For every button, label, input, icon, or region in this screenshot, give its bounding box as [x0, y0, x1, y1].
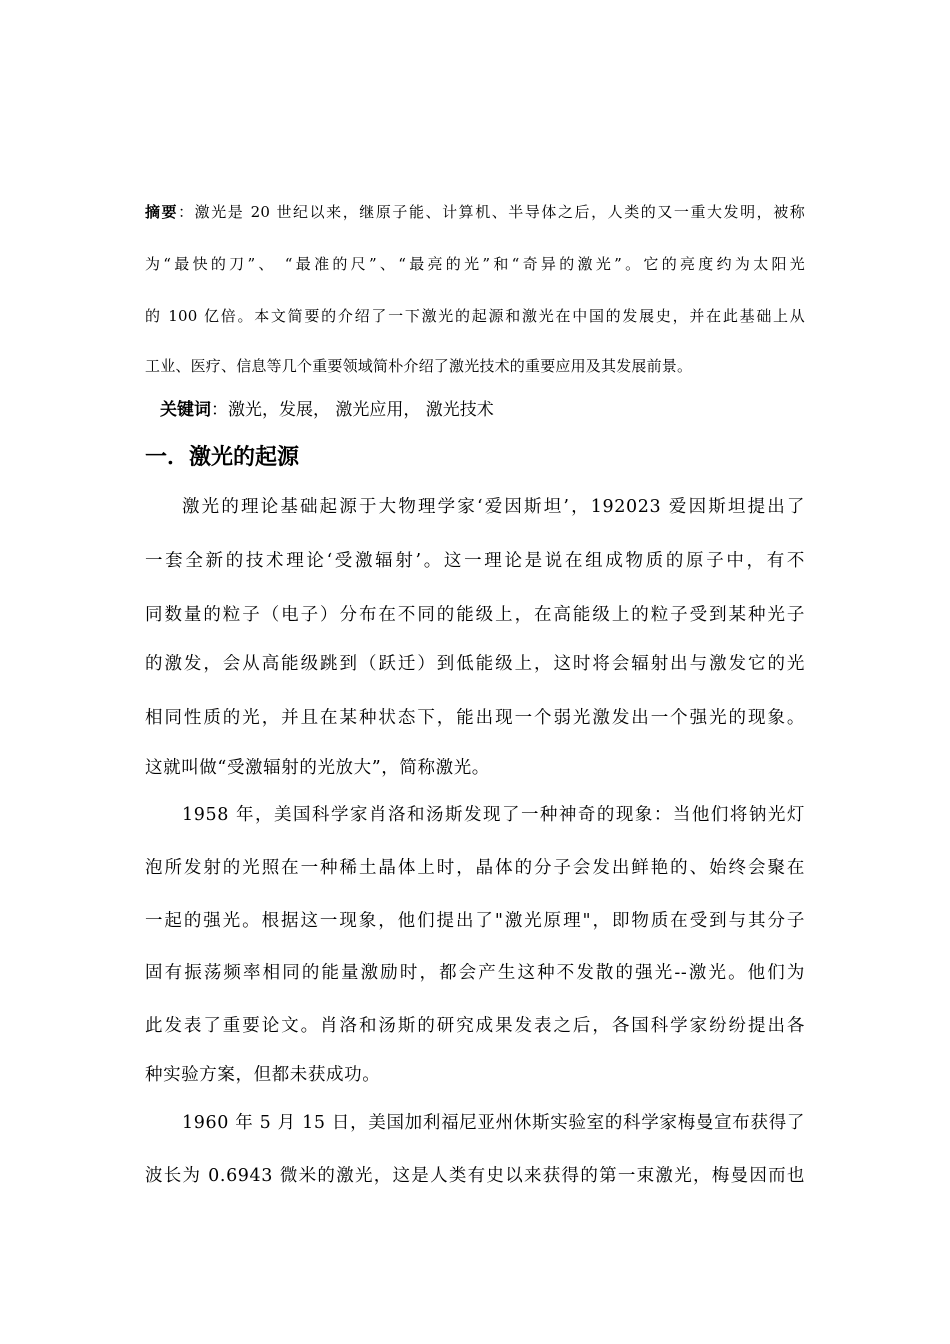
para1-line-1: 激光的理论基础起源于大物理学家‘爱因斯坦’，192023 爱因斯坦提出了	[182, 497, 805, 517]
abstract-label: 摘要	[145, 203, 179, 221]
abstract-line-2: 为“最快的刀”、 “最准的尺”、“最亮的光”和“奇异的激光”。它的亮度约为太阳光	[145, 255, 805, 273]
abstract-text-1: ：激光是 20 世纪以来，继原子能、计算机、半导体之后，人类的又一重大发明，被称	[178, 203, 805, 221]
para2-line-6: 种实验方案，但都未获成功。	[145, 1065, 381, 1085]
para2-line-4: 固有振荡频率相同的能量激励时，都会产生这种不发散的强光--激光。他们为	[145, 963, 805, 983]
para2-line-1: 1958 年，美国科学家肖洛和汤斯发现了一种神奇的现象：当他们将钠光灯	[182, 805, 805, 825]
para1-line-3: 同数量的粒子（电子）分布在不同的能级上，在高能级上的粒子受到某种光子	[145, 605, 805, 625]
abstract-line-3: 的 100 亿倍。本文简要的介绍了一下激光的起源和激光在中国的发展史，并在此基础上从	[145, 307, 805, 325]
para1-line-4: 的激发，会从高能级跳到（跃迁）到低能级上，这时将会辐射出与激发它的光	[145, 654, 805, 674]
para2-line-2: 泡所发射的光照在一种稀土晶体上时，晶体的分子会发出鲜艳的、始终会聚在	[145, 858, 805, 878]
para3-line-1: 1960 年 5 月 15 日，美国加利福尼亚州休斯实验室的科学家梅曼宣布获得了	[182, 1113, 805, 1133]
para1-line-6: 这就叫做“受激辐射的光放大”，简称激光。	[145, 758, 490, 778]
abstract-line-4: 工业、医疗、信息等几个重要领域简朴介绍了激光技术的重要应用及其发展前景。	[145, 357, 693, 375]
section-heading: 一．激光的起源	[145, 445, 300, 470]
keywords-value: ：激光，发展， 激光应用， 激光技术	[211, 400, 494, 420]
abstract-line-1	[145, 201, 805, 223]
para1-line-5: 相同性质的光，并且在某种状态下，能出现一个弱光激发出一个强光的现象。	[145, 708, 805, 728]
keywords-row	[160, 398, 820, 422]
para2-line-3: 一起的强光。根据这一现象，他们提出了"激光原理"，即物质在受到与其分子	[145, 911, 805, 931]
keywords-label: 关键词	[160, 400, 211, 420]
para3-line-2: 波长为 0.6943 微米的激光，这是人类有史以来获得的第一束激光，梅曼因而也	[145, 1166, 805, 1186]
para1-line-2: 一套全新的技术理论‘受激辐射’。这一理论是说在组成物质的原子中，有不	[145, 551, 805, 571]
para2-line-5: 此发表了重要论文。肖洛和汤斯的研究成果发表之后，各国科学家纷纷提出各	[145, 1016, 805, 1036]
